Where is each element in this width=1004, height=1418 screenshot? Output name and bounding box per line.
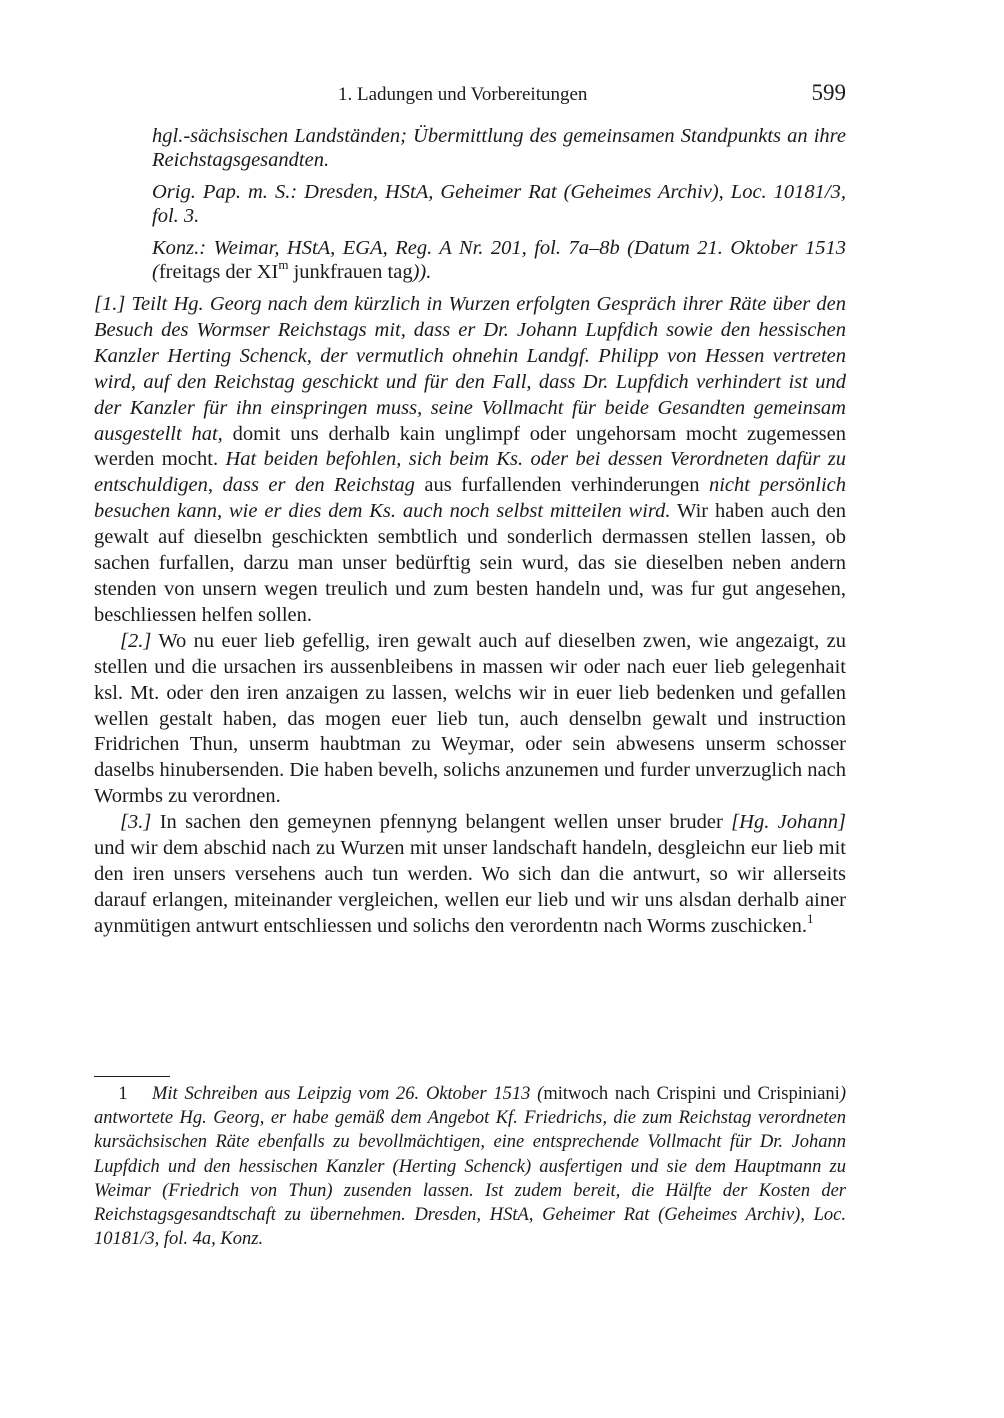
footnote-quote: mitwoch nach Crispini und Crispiniani — [543, 1084, 840, 1104]
para1-summary: [1.] Teilt Hg. Georg nach dem kürzlich in Wurzen erfolgten Gespräch ihrer Räte über den Besuch des Wormser Reichstags mit, dass er Dr. Johann Lupfdich sowie den hessischen Kanzler Herting Schenck, der vermutlich ohnehin Landgf. Philipp von Hessen vertreten wird, auf den Reichstag geschickt und für den Fall, dass Dr. Lupfdich verhindert ist und der Kanzler für ihn einspringen muss, seine Vollmacht für beide Gesandten gemeinsam ausgestellt hat, — [94, 293, 846, 445]
draft-citation: Konz.: Weimar, HStA, EGA, Reg. A Nr. 201, fol. 7a–8b (Datum 21. Oktober 1513 ( — [152, 237, 846, 283]
para3-number: [3.] — [120, 811, 152, 834]
draft-superscript: m — [278, 257, 289, 272]
draft-close: )). — [412, 261, 432, 283]
para1-summary-3: nicht persönlich besuchen kann, wie er dies dem Ks. auch noch selbst mitteilen wird. — [94, 474, 846, 523]
para3-text-b: und wir dem abschid nach zu Wurzen mit unser landschaft handeln, desgleichn eur lieb mit den iren unsers versehens auch tun werden. Wo sich dan die antwurt, so wir allerseits darauf erlangen, miteinander vergleichen, wellen eur lieb und wir uns alsdan derhalb ainer aynmütigen antwurt entschliessen und solichs den verordentn nach Worms zuschicken. — [94, 837, 846, 937]
regest-original-source: Orig. Pap. m. S.: Dresden, HStA, Geheimer Rat (Geheimes Archiv), Loc. 10181/3, fol. 3. — [152, 181, 846, 227]
footnote-text-a: Mit Schreiben aus Leipzig vom 26. Oktober 1513 ( — [152, 1084, 544, 1104]
para2-text: Wo nu euer lieb gefellig, iren gewalt auch auf dieselben zwen, wie angezaigt, zu stellen und die ursachen irs aussenbleibens in massen wir oder nach euer lieb gelegenhait ksl. Mt. oder den iren anzaigen zu lassen, welchs wir in euer lieb bedenken und gefallen wellen gestalt haben, das mogen euer lieb tun, auch denselbn gewalt und instruction Fridrichen Thun, unserm haubtman zu Weymar, oder sein abwesens unserm schosser daselbs hinubersenden. Die haben bevelh, solichs anzunemen und furder unverzuglich nach Wormbs zu verordnen. — [94, 629, 846, 808]
page-header — [94, 80, 846, 108]
footnote-reference[interactable]: 1 — [807, 910, 814, 926]
footnote-separator — [94, 1076, 170, 1077]
running-head: 1. Ladungen und Vorbereitungen — [338, 84, 588, 105]
para3-text-a: In sachen den gemeynen pfennyng belangent wellen unser bruder — [151, 811, 732, 834]
para1-quote-1: domit uns derhalb kain unglimpf oder ungehorsam mocht zugemessen werden mocht. — [94, 422, 846, 471]
page-number: 599 — [811, 80, 846, 105]
draft-quote: freitags der XI — [158, 261, 279, 283]
regest-draft-source — [152, 236, 846, 284]
footnote-text-b: ) antwortete Hg. Georg, er habe gemäß dem Angebot Kf. Friedrichs, die zum Reichstag verordneten kursächsischen Räte ebenfalls zu bevollmächtigen, eine entsprechende Vollmacht für Dr. Johann Lupfdich und den hessischen Kanzler (Herting Schenck) ausfertigen und sie dem Hauptmann zu Weimar (Friedrich von Thun) zusenden lassen. Ist zudem bereit, die Hälfte der Kosten der Reichstagsgesandtschaft zu übernehmen. Dresden, HStA, Geheimer Rat (Geheimes Archiv), Loc. 10181/3, fol. 4a, Konz. — [94, 1084, 846, 1250]
para1-quote-3: Wir haben auch den gewalt auf dieselbn geschickten sembtlich und sonderlich dermassen stellen lassen, ob sachen furfallen, darzu man unser bedürftig sein wurd, das sie dieselben neben andern stenden von unsern wegen treulich und zum besten handeln und, was fur gut angesehen, beschliessen helfen sollen. — [94, 500, 846, 626]
footnote-1 — [94, 1082, 846, 1251]
document-page — [94, 0, 846, 1418]
regest-block — [152, 124, 846, 292]
para1-quote-2: aus furfallenden verhinderungen — [414, 474, 709, 497]
document-body — [94, 292, 846, 940]
paragraph-1 — [94, 292, 846, 629]
regest-summary: hgl.-sächsischen Landständen; Übermittlung des gemeinsamen Standpunkts an ihre Reichstagsgesandten. — [152, 125, 846, 171]
para1-summary-2: Hat beiden befohlen, sich beim Ks. oder bei dessen Verordneten dafür zu entschuldigen, dass er den Reichstag — [94, 448, 847, 497]
paragraph-2 — [94, 629, 846, 810]
para3-editorial-note: [Hg. Johann] — [731, 811, 847, 834]
footnote-number: 1 — [118, 1084, 128, 1104]
para2-number: [2.] — [120, 629, 152, 652]
draft-quote-end: junkfrauen tag — [288, 261, 413, 283]
paragraph-3 — [94, 810, 846, 940]
